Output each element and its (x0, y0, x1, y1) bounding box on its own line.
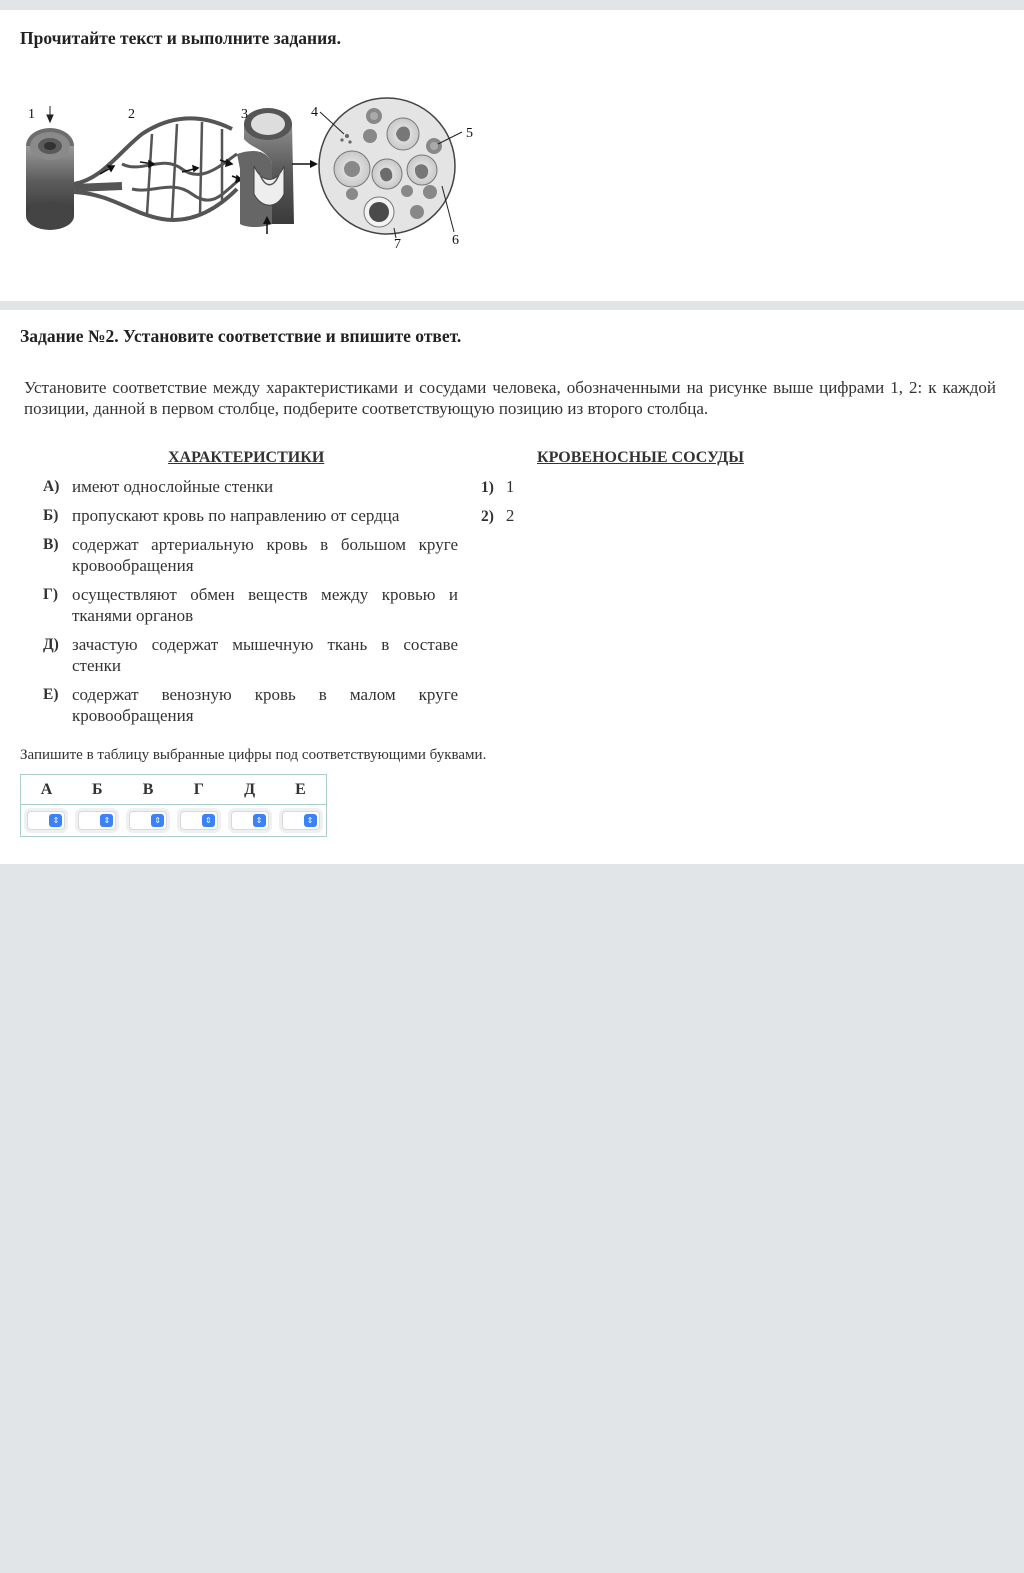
chevron-up-down-icon: ⇕ (202, 814, 215, 827)
answer-column-header: А (21, 775, 72, 805)
vessel-number: 1) (481, 479, 494, 496)
answer-select-g[interactable] (180, 811, 218, 830)
characteristic-item (43, 476, 458, 497)
characteristic-text: содержат венозную кровь в малом круге кровообращения (72, 685, 458, 725)
answer-column-header: Е (275, 775, 327, 805)
answer-select-d[interactable] (231, 811, 269, 830)
characteristic-letter: В) (43, 536, 59, 553)
characteristic-text: содержат артериальную кровь в большом круге кровообращения (72, 535, 458, 575)
blood-cells-circle (319, 98, 455, 234)
task-card (0, 310, 1024, 864)
answer-column-header: В (123, 775, 174, 805)
figure-label-1: 1 (28, 107, 35, 122)
chevron-up-down-icon: ⇕ (304, 814, 317, 827)
task-heading: Задание №2. Установите соответствие и впишите ответ. (20, 326, 462, 346)
characteristic-item (43, 505, 458, 526)
intro-heading: Прочитайте текст и выполните задания. (20, 28, 342, 48)
vein-drawing (237, 108, 318, 234)
characteristic-letter: Г) (43, 586, 59, 603)
chevron-up-down-icon: ⇕ (253, 814, 266, 827)
figure-label-2: 2 (128, 107, 135, 122)
characteristic-text: осуществляют обмен веществ между кровью и тканями органов (72, 585, 458, 625)
vessel-number: 2) (481, 508, 494, 525)
characteristic-text: имеют однослойные стенки (72, 477, 274, 496)
matching-columns (20, 449, 1004, 739)
characteristic-item (43, 584, 458, 626)
characteristic-item (43, 534, 458, 576)
task-text: Установите соответствие между характеристиками и сосудами человека, обозначенными на рисунке выше цифрами 1, 2: к каждой позиции, данной в первом столбце, подберите соответствующую позицию из второго столбца. (24, 378, 996, 418)
artery-drawing (26, 128, 74, 230)
vessel-item (481, 505, 514, 527)
answer-table (20, 774, 327, 837)
answer-column-header: Б (72, 775, 123, 805)
figure-label-3: 3 (241, 107, 248, 122)
card-gap (0, 301, 1024, 310)
vessel-text: 1 (505, 477, 515, 496)
characteristic-item (43, 684, 458, 726)
characteristic-item (43, 634, 458, 676)
vessel-item (481, 476, 514, 498)
chevron-up-down-icon: ⇕ (151, 814, 164, 827)
characteristic-text: зачастую содержат мышечную ткань в составе стенки (72, 635, 458, 675)
vessel-text: 2 (505, 506, 515, 525)
answer-select-a[interactable] (27, 811, 65, 830)
answer-select-v[interactable] (129, 811, 167, 830)
answer-column-header: Г (173, 775, 224, 805)
figure-label-4: 4 (311, 105, 318, 120)
top-strip (0, 0, 1024, 10)
answer-select-b[interactable] (78, 811, 116, 830)
capillaries-drawing (74, 118, 240, 220)
figure-label-6: 6 (452, 233, 459, 248)
chevron-up-down-icon: ⇕ (49, 814, 62, 827)
chevron-up-down-icon: ⇕ (100, 814, 113, 827)
answer-select-e[interactable] (282, 811, 320, 830)
characteristic-letter: Б) (43, 507, 59, 524)
figure-label-5: 5 (466, 126, 473, 141)
vessels-header: КРОВЕНОСНЫЕ СОСУДЫ (537, 449, 744, 466)
table-instruction: Запишите в таблицу выбранные цифры под соответствующими буквами. (20, 747, 487, 763)
characteristics-header: ХАРАКТЕРИСТИКИ (168, 449, 325, 466)
characteristic-letter: Д) (43, 636, 59, 653)
blood-vessels-figure (22, 94, 482, 254)
answer-column-header: Д (224, 775, 275, 805)
intro-card (0, 10, 1024, 301)
characteristic-letter: А) (43, 478, 60, 495)
characteristic-letter: Е) (43, 686, 59, 703)
figure-label-7: 7 (394, 237, 401, 252)
characteristic-text: пропускают кровь по направлению от сердца (72, 506, 400, 525)
